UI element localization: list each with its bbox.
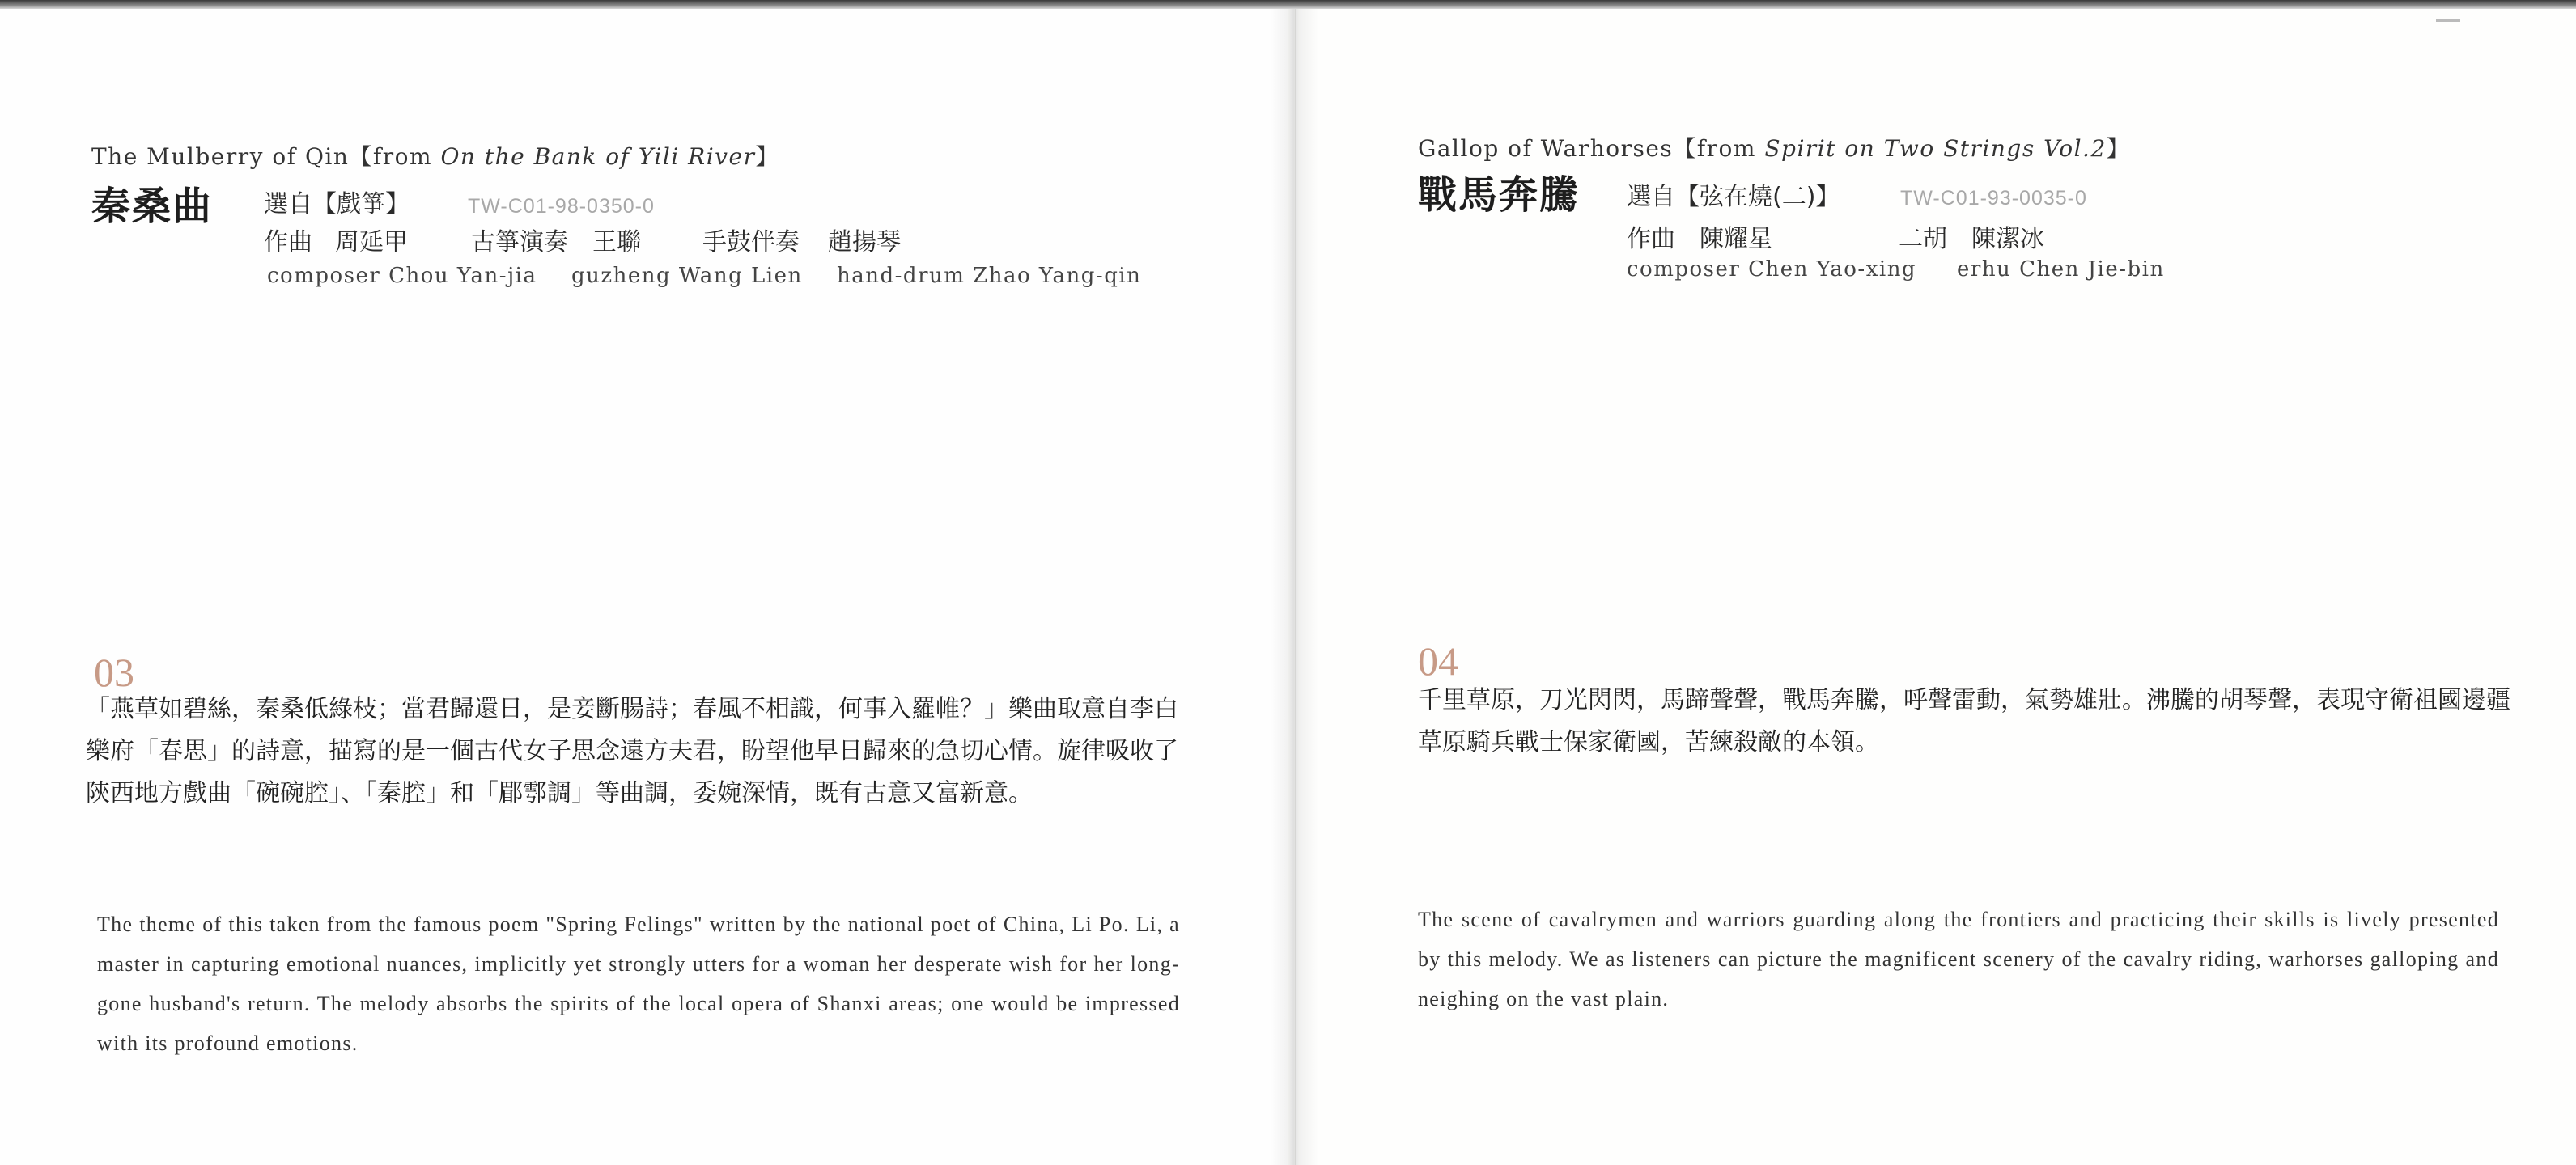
title-en-prefix: The Mulberry of Qin【from (91, 143, 441, 170)
composer-zh: 陳耀星 (1700, 225, 1772, 253)
track-03-title-zh: 秦桑曲 (91, 184, 214, 229)
erhu-en: erhu Chen Jie-bin (1957, 257, 2165, 282)
guzheng-en: guzheng Wang Lien (571, 264, 803, 288)
scan-top-edge (0, 0, 2576, 9)
track-04-title-zh: 戰馬奔騰 (1418, 172, 1581, 218)
book-crease (1295, 9, 1296, 1165)
track-04-description-en: The scene of cavalrymen and warriors guarding along the frontiers and practicing their skills is lively presented by this melody. We as listeners can picture the magnificent scenery of the cavalry riding, warhorses galloping and neighing on the vast plain. (1418, 908, 2499, 1010)
composer-zh: 周延甲 (335, 228, 408, 256)
track-03-album-zh: 選自【戲箏】 (264, 190, 410, 218)
title-en-suffix: 】 (755, 143, 779, 170)
track-04-description-zh: 千里草原，刀光閃閃，馬蹄聲聲，戰馬奔騰，呼聲雷動，氣勢雄壯。沸騰的胡琴聲，表現守衛祖國邊疆草原騎兵戰士保家衛國，苦練殺敵的本領。 (1418, 686, 2510, 756)
title-en-suffix: 】 (2106, 135, 2131, 162)
guzheng-zh: 王聯 (592, 228, 641, 256)
erhu-label-zh: 二胡 (1899, 225, 1947, 253)
track-04-catalog: TW-C01-93-0035-0 (1900, 187, 2087, 210)
drum-label-zh: 手鼓伴奏 (702, 228, 800, 256)
track-number-04: 04 (1418, 638, 1458, 684)
track-03-title-en (91, 139, 779, 172)
composer-label-zh: 作曲 (1627, 225, 1675, 253)
track-03-catalog: TW-C01-98-0350-0 (468, 195, 655, 218)
track-03-description-en: The theme of this taken from the famous poem "Spring Felings" written by the national poet of China, Li Po. Li, a master in capturing emotional nuances, implicitly yet strongly utters for a woman her desperate wish for her long-gone husband's return. The melody absorbs the spirits of the local opera of Shanxi areas; one would be impressed with its profound emotions. (97, 913, 1180, 1055)
track-03-description-zh: 「燕草如碧絲，秦桑低綠枝；當君歸還日，是妾斷腸詩；春風不相識，何事入羅帷？」樂曲取意自李白樂府「春思」的詩意，描寫的是一個古代女子思念遠方夫君，盼望他早日歸來的急切心情。旋律吸收了陝西地方戲曲「碗碗腔」、「秦腔」和「郿鄠調」等曲調，委婉深情，既有古意又富新意。 (86, 695, 1178, 807)
guzheng-label-zh: 古箏演奏 (471, 228, 568, 256)
drum-en: hand-drum Zhao Yang-qin (837, 264, 1142, 288)
erhu-zh: 陳潔冰 (1971, 225, 2044, 253)
track-04-album-zh: 選自【弦在燒(二)】 (1627, 183, 1840, 211)
composer-label-zh: 作曲 (264, 228, 312, 256)
composer-en: composer Chen Yao-xing (1627, 257, 1917, 282)
title-en-album: On the Bank of Yili River (440, 143, 756, 170)
track-number-03: 03 (94, 650, 134, 695)
title-en-album: Spirit on Two Strings Vol.2 (1764, 135, 2107, 162)
drum-zh: 趙揚琴 (828, 228, 901, 256)
title-en-prefix: Gallop of Warhorses【from (1418, 135, 1765, 162)
scan-mark (2436, 19, 2460, 22)
track-04-title-en (1418, 131, 2130, 163)
composer-en: composer Chou Yan-jia (267, 264, 537, 288)
